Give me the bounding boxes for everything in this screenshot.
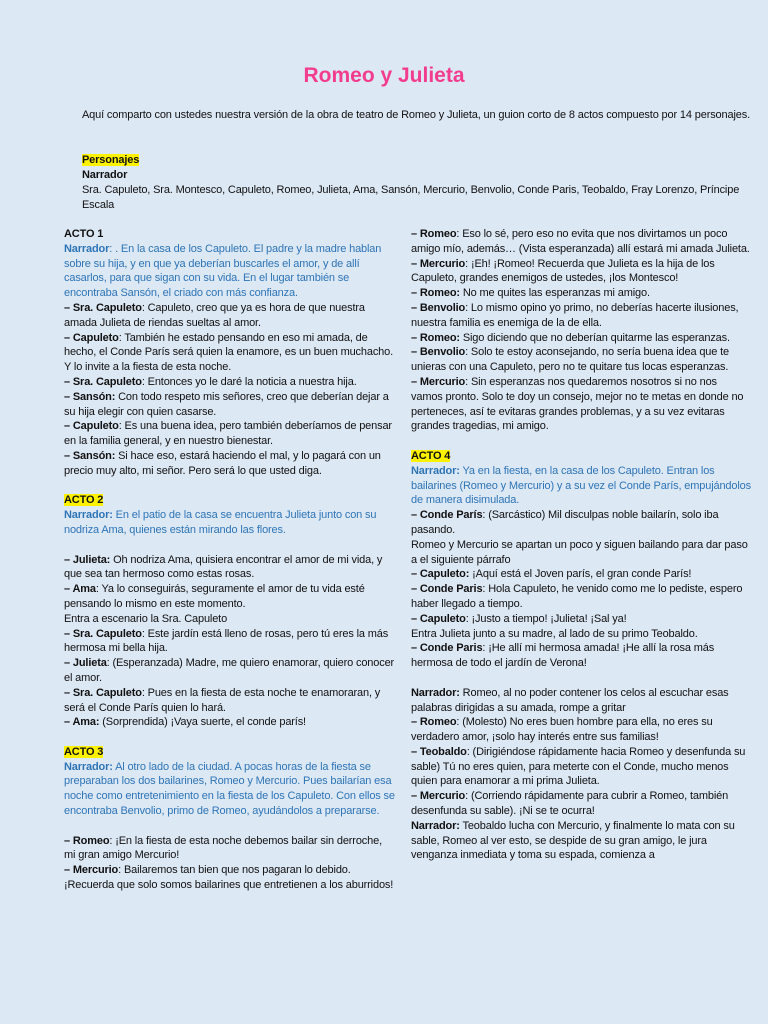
speaker-name: – Ama xyxy=(64,583,96,596)
line-text: : También he estado pensando en eso mi amada, de hecho, el Conde París será quien la enamore, es un buen muchacho. Y lo invite a la fiesta de esta noche. xyxy=(64,331,394,374)
act-section xyxy=(64,227,396,479)
speaker-name: – Teobaldo xyxy=(411,745,467,758)
line-text: : . En la casa de los Capuleto. El padre y la madre hablan sobre su hija, y en que ya deberían buscarles el amor, y de allí casarlos, para que sigan con su vida. En el lugar también se encontraba Sansón, el criado con más confianza. xyxy=(64,242,382,300)
act-heading-text: ACTO 3 xyxy=(64,745,104,758)
line-text: Romeo, al no poder contener los celos al escuchar esas palabras dirigidas a su amada, rompe a gritar xyxy=(411,686,729,714)
dialogue-line xyxy=(411,286,751,301)
speaker-name: – Conde Paris xyxy=(411,583,483,596)
line-text: Teobaldo lucha con Mercurio, y finalmente lo mata con su sable, Romeo al ver esto, se despide de su gran amigo, le jura venganza inmediata y toma su espada, comienza a xyxy=(411,819,735,862)
speaker-name: Narrador: xyxy=(411,686,460,699)
dialogue-line xyxy=(411,227,751,257)
act-heading-text: ACTO 1 xyxy=(64,228,104,240)
dialogue-line xyxy=(411,567,751,582)
speaker-name: – Benvolio xyxy=(411,301,466,314)
line-text: : Pues en la fiesta de esta noche te enamoraran, y será el Conde París quien lo hará. xyxy=(64,686,381,714)
left-column xyxy=(64,227,396,908)
dialogue-line xyxy=(64,686,396,716)
dialogue-line xyxy=(411,257,751,287)
cast-narrator: Narrador xyxy=(82,169,128,181)
narrator-line xyxy=(64,760,396,819)
speaker-name: – Sansón: xyxy=(64,390,116,403)
line-text: : (Molesto) No eres buen hombre para ella, no eres su verdadero amor, ¡solo hay interés entre sus familias! xyxy=(411,716,713,744)
dialogue-line xyxy=(64,331,396,375)
line-text: : Es una buena idea, pero también deberíamos de pensar en la familia general, y en nuestro bienestar. xyxy=(64,420,392,448)
speaker-name: – Conde Paris xyxy=(411,642,483,655)
act-heading xyxy=(64,745,396,760)
line-text: No me quites las esperanzas mi amigo. xyxy=(459,287,650,300)
dialogue-line xyxy=(411,612,751,627)
dialogue-line xyxy=(411,789,751,819)
blank-line xyxy=(64,538,396,553)
speaker-name: – Benvolio xyxy=(411,346,466,359)
line-text: (Sorprendida) ¡Vaya suerte, el conde parís! xyxy=(99,716,306,729)
act-section xyxy=(411,227,751,434)
cast-section xyxy=(82,153,752,213)
dialogue-line xyxy=(411,345,751,375)
speaker-name: Narrador: xyxy=(411,819,460,832)
speaker-name: Narrador: xyxy=(411,464,460,477)
dialogue-line xyxy=(64,375,396,390)
dialogue-line xyxy=(411,301,751,331)
act-section xyxy=(64,745,396,893)
act-heading xyxy=(64,493,396,508)
dialogue-line xyxy=(411,641,751,671)
speaker-name: – Julieta: xyxy=(64,553,111,566)
dialogue-line xyxy=(411,582,751,612)
stage-direction xyxy=(411,627,751,642)
speaker-name: – Romeo: xyxy=(411,287,460,300)
speaker-name: – Mercurio xyxy=(411,375,466,388)
line-text: : Capuleto, creo que ya es hora de que nuestra amada Julieta de riendas sueltas al amor. xyxy=(64,301,365,329)
line-text: Romeo y Mercurio se apartan un poco y siguen bailando para dar paso a el siguiente párrafo xyxy=(411,538,748,566)
line-text: ¡Aquí está el Joven parís, el gran conde París! xyxy=(469,568,692,581)
line-text: : Bailaremos tan bien que nos pagaran lo debido. ¡Recuerda que solo somos bailarines que entretienen a los aburridos! xyxy=(64,864,394,892)
dialogue-line xyxy=(64,834,396,864)
document-title: Romeo y Julieta xyxy=(303,64,465,87)
speaker-name: – Sra. Capuleto xyxy=(64,301,142,314)
dialogue-line xyxy=(64,656,396,686)
line-text: Si hace eso, estará haciendo el mal, y lo pagará con un precio muy alto, mi señor. Pero será lo que usted diga. xyxy=(64,449,381,477)
dialogue-line xyxy=(64,419,396,449)
line-text: : Eso lo sé, pero eso no evita que nos divirtamos un poco amigo mío, además… (Vista esperanzada) allí estará mi amada Julieta. xyxy=(411,228,750,255)
act-heading xyxy=(411,449,751,464)
speaker-name: – Mercurio xyxy=(411,790,466,803)
line-text: : Entonces yo le daré la noticia a nuestra hija. xyxy=(141,375,357,388)
narrator-line xyxy=(64,242,396,301)
line-text: : Este jardín está lleno de rosas, pero tú eres la más hermosa mi bella hija. xyxy=(64,627,389,655)
dialogue-line xyxy=(411,715,751,745)
line-text: : (Sarcástico) Mil disculpas noble bailarín, solo iba pasando. xyxy=(411,509,719,536)
line-text: Entra a escenario la Sra. Capuleto xyxy=(64,612,228,625)
dialogue-line xyxy=(411,819,751,863)
dialogue-line xyxy=(64,553,396,583)
dialogue-line xyxy=(64,449,396,479)
dialogue-line xyxy=(64,863,396,893)
line-text: : ¡He allí mi hermosa amada! ¡He allí la rosa más hermosa de todo el jardín de Verona! xyxy=(411,642,715,670)
line-text: : (Dirigiéndose rápidamente hacia Romeo y desenfunda su sable) Tú no eres quien, para meterte con el Conde, mucho menos quien para enamorar a mi prima Julieta. xyxy=(411,745,746,788)
act-heading-text: ACTO 2 xyxy=(64,494,104,507)
line-text: Sigo diciendo que no deberían quitarme las esperanzas. xyxy=(459,331,730,344)
line-text: : ¡Eh! ¡Romeo! Recuerda que Julieta es la hija de los Capuleto, grandes enemigos de ustedes, ¡los Montesco! xyxy=(411,257,715,285)
line-text: : Sin esperanzas nos quedaremos nosotros si no nos vamos pronto. Solo te doy un consejo, mejor no te metas en donde no perteneces, así te evitaras grandes problemas, y a su vez evitaras grandes tragedias, mi amigo. xyxy=(411,375,744,433)
act-section xyxy=(411,449,751,863)
line-text: : ¡Justo a tiempo! ¡Julieta! ¡Sal ya! xyxy=(465,612,627,625)
speaker-name: Narrador: xyxy=(64,760,113,773)
speaker-name: – Romeo xyxy=(411,228,457,240)
speaker-name: Narrador: xyxy=(64,509,113,522)
speaker-name: – Conde París xyxy=(411,509,483,522)
speaker-name: – Julieta xyxy=(64,657,107,670)
dialogue-line xyxy=(411,375,751,434)
line-text: : ¡En la fiesta de esta noche debemos bailar sin derroche, mi gran amigo Mercurio! xyxy=(64,834,382,862)
speaker-name: – Mercurio xyxy=(411,257,466,270)
line-text: : Hola Capuleto, he venido como me lo pediste, espero haber llegado a tiempo. xyxy=(411,583,743,610)
speaker-name: – Capuleto xyxy=(64,420,119,433)
line-text: : (Esperanzada) Madre, me quiero enamorar, quiero conocer el amor. xyxy=(64,657,395,684)
speaker-name: – Sra. Capuleto xyxy=(64,375,142,388)
speaker-name: – Capuleto: xyxy=(411,568,470,581)
cast-list: Sra. Capuleto, Sra. Montesco, Capuleto, Romeo, Julieta, Ama, Sansón, Mercurio, Benvolio, Conde Paris, Teobaldo, Fray Lorenzo, Príncipe Escala xyxy=(82,184,740,211)
intro-paragraph: Aquí comparto con ustedes nuestra versión de la obra de teatro de Romeo y Julieta, un guion corto de 8 actos compuesto por 14 personajes. xyxy=(82,109,750,121)
dialogue-line xyxy=(411,508,751,538)
act-section xyxy=(64,493,396,730)
line-text: Oh nodriza Ama, quisiera encontrar el amor de mi vida, y que sea tan hermoso como estas rosas. xyxy=(64,553,383,581)
stage-direction xyxy=(64,612,396,627)
line-text: : Solo te estoy aconsejando, no sería buena idea que te unieras con una Capuleto, pero no te quitare tus locas esperanzas. xyxy=(411,346,730,374)
dialogue-line xyxy=(64,715,396,730)
speaker-name: – Romeo xyxy=(64,834,110,847)
speaker-name: – Capuleto xyxy=(411,612,466,625)
narrator-line xyxy=(64,508,396,538)
dialogue-line xyxy=(411,745,751,789)
speaker-name: Narrador xyxy=(64,242,110,255)
dialogue-line xyxy=(64,390,396,420)
speaker-name: – Capuleto xyxy=(64,331,119,344)
speaker-name: – Romeo xyxy=(411,716,457,729)
line-text: : Ya lo conseguirás, seguramente el amor de tu vida esté pensando lo mismo en este momento. xyxy=(64,583,365,610)
line-text: Ya en la fiesta, en la casa de los Capuleto. Entran los bailarines (Romeo y Mercurio) y a su vez el Conde París, empujándolos de manera disimulada. xyxy=(411,464,751,507)
speaker-name: – Romeo: xyxy=(411,331,460,344)
act-heading-text: ACTO 4 xyxy=(411,449,451,462)
cast-heading: Personajes xyxy=(82,154,140,166)
line-text: Al otro lado de la ciudad. A pocas horas de la fiesta se preparaban los dos bailarines, Romeo y Mercurio. Pues bailarían esa noche como entretenimiento en la fiesta de los Capuleto. Con ellos se encontraba Benvolio, primo de Romeo, ayudándolos a prepararse. xyxy=(64,760,395,818)
line-text: : (Corriendo rápidamente para cubrir a Romeo, también desenfunda su sable). ¡Ni se te ocurra! xyxy=(411,790,729,818)
right-column xyxy=(411,227,751,878)
narrator-line xyxy=(411,464,751,508)
act-heading xyxy=(64,227,396,242)
speaker-name: – Ama: xyxy=(64,716,100,729)
speaker-name: – Sra. Capuleto xyxy=(64,627,142,640)
dialogue-line xyxy=(64,582,396,612)
dialogue-line xyxy=(411,686,751,716)
line-text: : Lo mismo opino yo primo, no deberías hacerte ilusiones, nuestra familia es enemiga de la de ella. xyxy=(411,301,739,329)
stage-direction xyxy=(411,538,751,568)
dialogue-line xyxy=(64,301,396,331)
line-text: En el patio de la casa se encuentra Julieta junto con su nodriza Ama, quienes están mirando las flores. xyxy=(64,509,377,536)
line-text: Con todo respeto mis señores, creo que deberían dejar a su hija elegir con quien casarse. xyxy=(64,390,389,418)
blank-line xyxy=(64,819,396,834)
blank-line xyxy=(411,671,751,686)
speaker-name: – Mercurio xyxy=(64,864,119,877)
speaker-name: – Sansón: xyxy=(64,449,116,462)
dialogue-line xyxy=(411,331,751,346)
dialogue-line xyxy=(64,627,396,657)
speaker-name: – Sra. Capuleto xyxy=(64,686,142,699)
line-text: Entra Julieta junto a su madre, al lado de su primo Teobaldo. xyxy=(411,627,698,640)
